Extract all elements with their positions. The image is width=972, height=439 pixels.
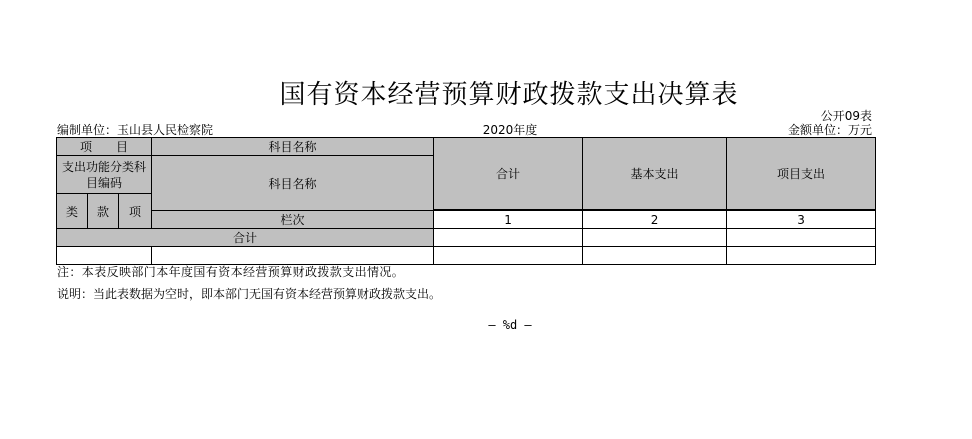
column-number-1: 1 bbox=[434, 211, 583, 229]
lanci-label: 栏次 bbox=[152, 211, 434, 229]
expenditure-table bbox=[56, 137, 876, 265]
header-subject-name: 科目名称 bbox=[152, 156, 434, 211]
empty-code-cell bbox=[57, 247, 152, 265]
total-project-cell bbox=[727, 229, 876, 247]
column-number-2: 2 bbox=[583, 211, 727, 229]
header-subject-name-top: 科目名称 bbox=[152, 138, 434, 156]
total-row-label: 合计 bbox=[57, 229, 434, 247]
empty-total-cell bbox=[434, 247, 583, 265]
header-project-expenditure: 项目支出 bbox=[727, 138, 876, 210]
header-total: 合计 bbox=[434, 138, 583, 210]
table-explanation: 说明：当此表数据为空时，即本部门无国有资本经营预算财政拨款支出。 bbox=[57, 287, 442, 301]
report-year: 2020年度 bbox=[482, 123, 538, 137]
empty-project-cell bbox=[727, 247, 876, 265]
reporting-unit: 编制单位：玉山县人民检察院 bbox=[57, 123, 214, 137]
empty-name-cell bbox=[152, 247, 434, 265]
total-basic-cell bbox=[583, 229, 727, 247]
page-title: 国有资本经营预算财政拨款支出决算表 bbox=[279, 80, 739, 110]
header-lei: 类 bbox=[57, 194, 88, 229]
table-code: 公开09表 bbox=[820, 109, 872, 123]
header-function-code: 支出功能分类科目编码 bbox=[57, 156, 152, 194]
header-item: 项 目 bbox=[57, 138, 152, 156]
table-note: 注：本表反映部门本年度国有资本经营预算财政拨款支出情况。 bbox=[57, 265, 405, 279]
page-number: — %d — bbox=[488, 318, 532, 332]
column-number-3: 3 bbox=[727, 211, 876, 229]
total-amount-cell bbox=[434, 229, 583, 247]
header-basic-expenditure: 基本支出 bbox=[583, 138, 727, 210]
amount-unit: 金额单位：万元 bbox=[787, 123, 872, 137]
header-kuan: 款 bbox=[88, 194, 119, 229]
table-row bbox=[57, 247, 876, 265]
empty-basic-cell bbox=[583, 247, 727, 265]
header-xiang: 项 bbox=[119, 194, 152, 229]
